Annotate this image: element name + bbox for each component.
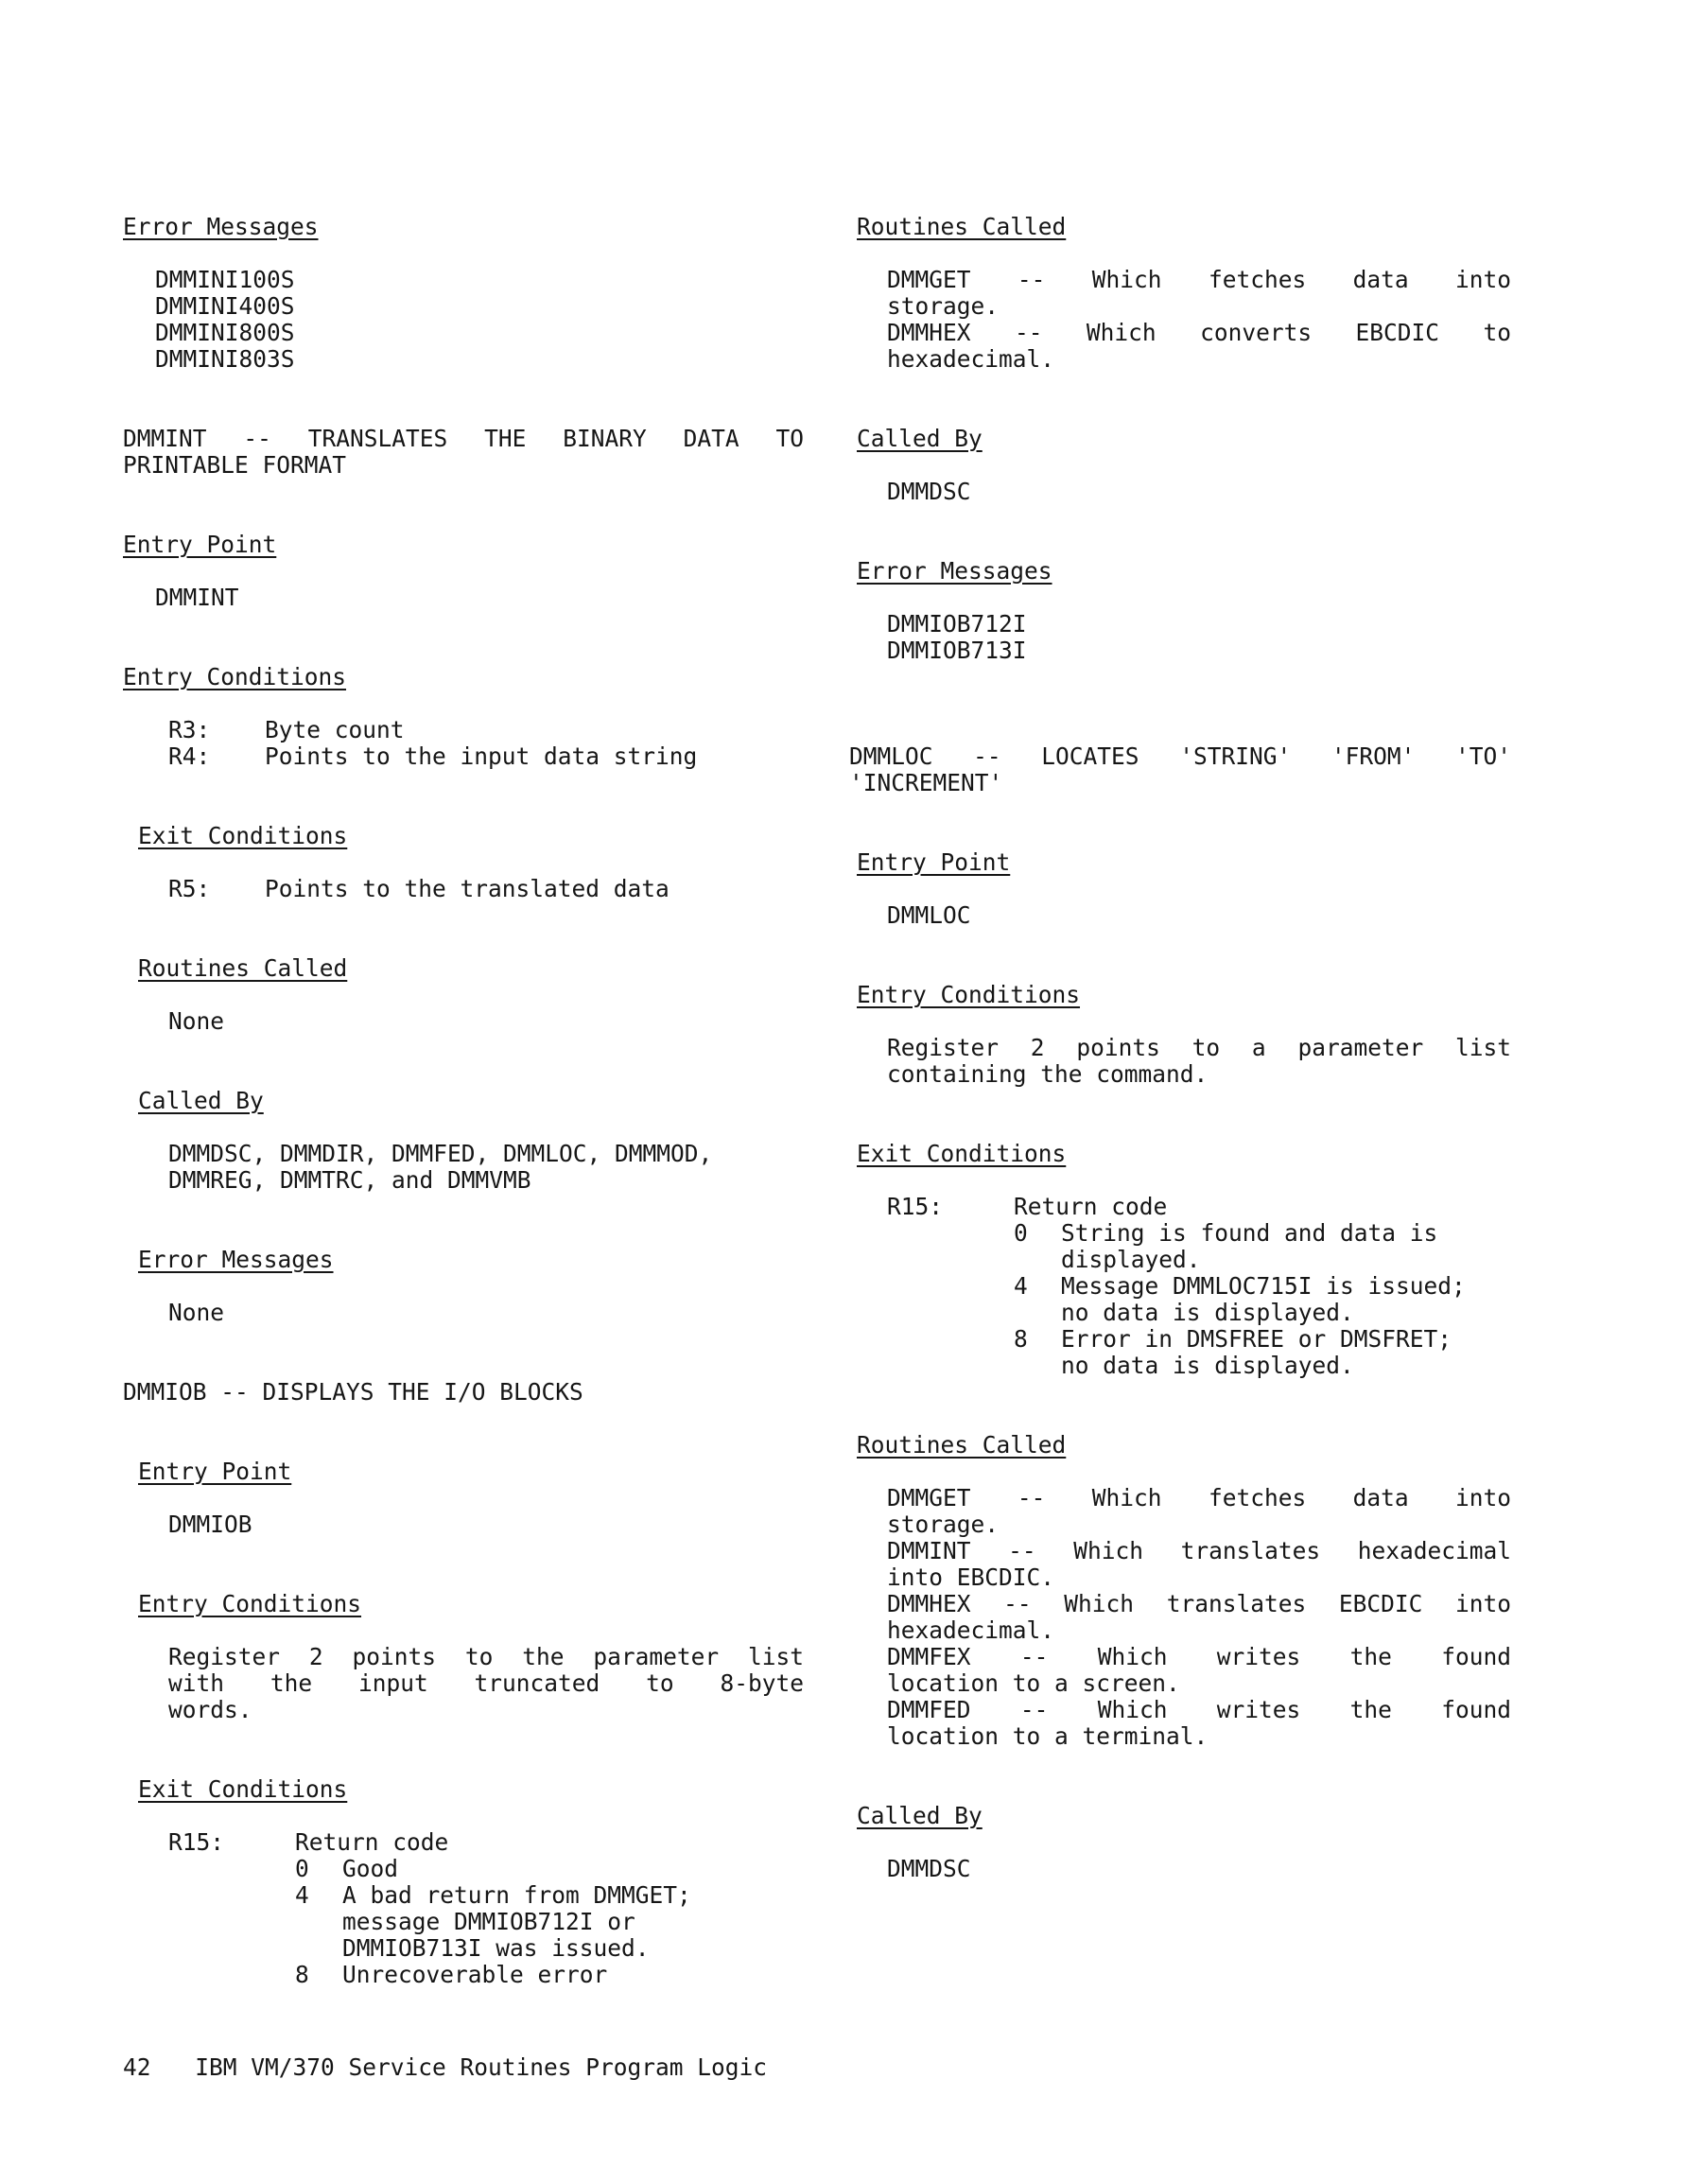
return-code-number: 4 [1014, 1272, 1028, 1300]
message-id: DMMINI100S [155, 266, 295, 293]
error-messages-section [123, 214, 804, 373]
section-heading: Exit Conditions [857, 1140, 1067, 1167]
routine-line: DMMGET -- Which fetches data into [887, 1484, 1511, 1511]
message-id: DMMINI803S [155, 345, 295, 373]
entry-point-value: DMMINT [155, 584, 239, 611]
section-heading: Routines Called [138, 954, 348, 982]
return-code-number: 0 [1014, 1219, 1028, 1247]
left-column [123, 214, 804, 1988]
dmmint-section [123, 426, 804, 1326]
register-label: R3: [168, 716, 211, 743]
message-list [887, 611, 1530, 664]
section-heading: Exit Conditions [138, 1775, 348, 1803]
routine-line: hexadecimal. [887, 345, 1055, 373]
called-by-line: DMMDSC, DMMDIR, DMMFED, DMMLOC, DMMMOD, [168, 1140, 713, 1167]
page-number: 42 [123, 2053, 151, 2081]
return-code-text: String is found and data is [1061, 1219, 1438, 1247]
return-code-text: Message DMMLOC715I is issued; [1061, 1272, 1466, 1300]
return-code-text: Good [342, 1855, 399, 1882]
register-label: R15: [887, 1193, 944, 1220]
condition-text: Points to the input data string [265, 743, 698, 770]
paragraph-line: Register 2 points to the parameter list [168, 1643, 804, 1670]
condition-text: Points to the translated data [265, 875, 670, 902]
return-code-number: 0 [295, 1855, 309, 1882]
condition-row [168, 717, 804, 743]
section-heading: Entry Conditions [123, 663, 347, 690]
register-label: R5: [168, 875, 211, 902]
message-id: DMMINI800S [155, 319, 295, 346]
dmmiob-section [123, 1379, 804, 1988]
routine-title-cont: PRINTABLE FORMAT [123, 451, 347, 479]
return-code-body [295, 1829, 804, 1988]
routines-called-section [857, 214, 1530, 664]
routine-line: hexadecimal. [887, 1616, 1055, 1644]
page-footer [123, 2054, 767, 2081]
entry-conditions-text [168, 1644, 804, 1723]
return-code-block [168, 1829, 804, 1988]
routine-line: into EBCDIC. [887, 1564, 1055, 1591]
section-heading: Entry Point [138, 1458, 292, 1485]
called-by-value: DMMDSC [887, 478, 971, 505]
section-heading: Entry Conditions [138, 1590, 362, 1617]
return-code-number: 4 [295, 1881, 309, 1909]
entry-conditions-list [168, 717, 804, 770]
exit-conditions-list [168, 876, 804, 902]
return-code-label: Return code [295, 1828, 449, 1856]
routines-list [887, 1485, 1511, 1750]
section-heading: Exit Conditions [138, 822, 348, 849]
message-id: DMMIOB713I [887, 637, 1027, 664]
section-heading: Called By [857, 425, 983, 452]
routine-title: DMMLOC -- LOCATES 'STRING' 'FROM' 'TO' [849, 743, 1511, 770]
return-code-text: Error in DMSFREE or DMSFRET; [1061, 1325, 1452, 1353]
condition-row [168, 743, 804, 770]
return-code-number: 8 [295, 1961, 309, 1988]
right-column [849, 214, 1530, 1882]
routine-line: DMMGET -- Which fetches data into [887, 266, 1511, 293]
message-id: DMMIOB712I [887, 610, 1027, 638]
return-code-label: Return code [1014, 1193, 1168, 1220]
called-by-line: DMMREG, DMMTRC, and DMMVMB [168, 1166, 531, 1194]
routine-line: DMMHEX -- Which converts EBCDIC to [887, 319, 1511, 346]
return-code-item [295, 1882, 804, 1962]
section-heading: Entry Point [123, 531, 277, 558]
section-heading: Called By [138, 1087, 264, 1114]
section-heading: Entry Point [857, 848, 1011, 876]
return-code-text: no data is displayed. [1061, 1352, 1354, 1379]
return-code-text: message DMMIOB712I or [342, 1908, 635, 1935]
section-heading: Routines Called [857, 1431, 1067, 1459]
return-code-item [295, 1962, 804, 1988]
routine-line: DMMHEX -- Which translates EBCDIC into [887, 1590, 1511, 1617]
routine-line: location to a screen. [887, 1669, 1180, 1697]
paragraph-line: containing the command. [887, 1060, 1209, 1088]
return-code-block [887, 1194, 1530, 1379]
paragraph-line: Register 2 points to a parameter list [887, 1034, 1511, 1061]
return-code-item [1014, 1220, 1530, 1273]
condition-text: Byte count [265, 716, 405, 743]
called-by-value: DMMDSC [887, 1855, 971, 1882]
return-code-text: no data is displayed. [1061, 1299, 1354, 1326]
routines-called-value: None [168, 1007, 225, 1035]
footer-title: IBM VM/370 Service Routines Program Logic [195, 2053, 768, 2081]
message-id: DMMINI400S [155, 292, 295, 320]
section-heading: Routines Called [857, 213, 1067, 240]
return-code-body [1014, 1194, 1530, 1379]
routine-line: DMMFED -- Which writes the found [887, 1696, 1511, 1723]
dmmloc-section [849, 743, 1530, 1882]
condition-row [168, 876, 804, 902]
section-heading: Called By [857, 1802, 983, 1829]
entry-point-value: DMMIOB [168, 1511, 252, 1538]
section-heading: Error Messages [123, 213, 319, 240]
called-by-list [168, 1141, 804, 1194]
message-list [155, 267, 804, 373]
entry-conditions-text [887, 1035, 1511, 1088]
return-code-number: 8 [1014, 1325, 1028, 1353]
return-code-item [1014, 1273, 1530, 1326]
return-code-text: Unrecoverable error [342, 1961, 608, 1988]
entry-point-value: DMMLOC [887, 901, 971, 929]
register-label: R15: [168, 1828, 225, 1856]
routines-list [887, 267, 1511, 373]
return-code-item [295, 1856, 804, 1882]
routine-line: DMMINT -- Which translates hexadecimal [887, 1537, 1511, 1564]
routine-line: storage. [887, 1511, 1000, 1538]
routine-title-cont: 'INCREMENT' [849, 769, 1003, 796]
paragraph-line: with the input truncated to 8-byte [168, 1669, 804, 1697]
routine-line: storage. [887, 292, 1000, 320]
section-heading: Entry Conditions [857, 981, 1081, 1008]
return-code-text: displayed. [1061, 1246, 1201, 1273]
return-code-text: DMMIOB713I was issued. [342, 1934, 650, 1962]
register-label: R4: [168, 743, 211, 770]
return-code-text: A bad return from DMMGET; [342, 1881, 691, 1909]
section-heading: Error Messages [857, 557, 1052, 585]
routine-line: DMMFEX -- Which writes the found [887, 1643, 1511, 1670]
routine-line: location to a terminal. [887, 1722, 1209, 1750]
routine-title: DMMIOB -- DISPLAYS THE I/O BLOCKS [123, 1378, 583, 1406]
return-code-item [1014, 1326, 1530, 1379]
section-heading: Error Messages [138, 1246, 334, 1273]
routine-title: DMMINT -- TRANSLATES THE BINARY DATA TO [123, 425, 804, 452]
error-messages-value: None [168, 1299, 225, 1326]
paragraph-line: words. [168, 1696, 252, 1723]
